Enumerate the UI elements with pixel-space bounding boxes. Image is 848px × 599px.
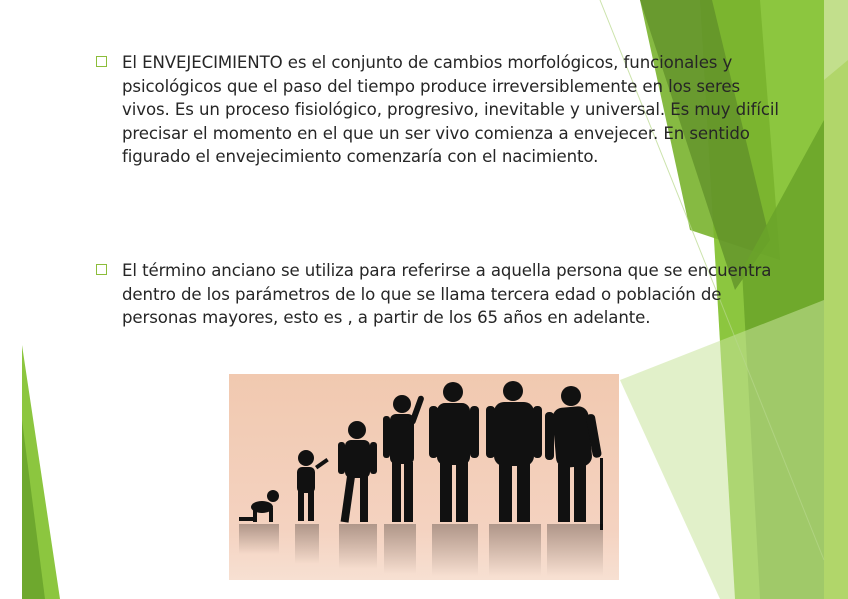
square-bullet-icon: [96, 264, 107, 275]
bullet-1: [96, 51, 786, 169]
bullet-2: [96, 259, 786, 330]
bullet-2-text: El término anciano se utiliza para referirse a aquella persona que se encuentra dentro de los parámetros de lo que se llama tercera edad o población de personas mayores, esto es , a partir de los 65 años en adelante.: [122, 261, 772, 328]
aging-stages-image: [229, 374, 619, 580]
deco-pale-wedge: [620, 300, 824, 599]
square-bullet-icon: [96, 56, 107, 67]
bullet-1-text: El ENVEJECIMIENTO es el conjunto de cambios morfológicos, funcionales y psicológicos que el paso del tiempo produce irreversiblemente en los seres vivos. Es un proceso fisiológico, progresivo, inevitable y universal. Es muy difícil precisar el momento en el que un ser vivo comienza a envejecer. En sentido figurado el envejecimiento comenzaría con el nacimiento.: [122, 53, 779, 167]
